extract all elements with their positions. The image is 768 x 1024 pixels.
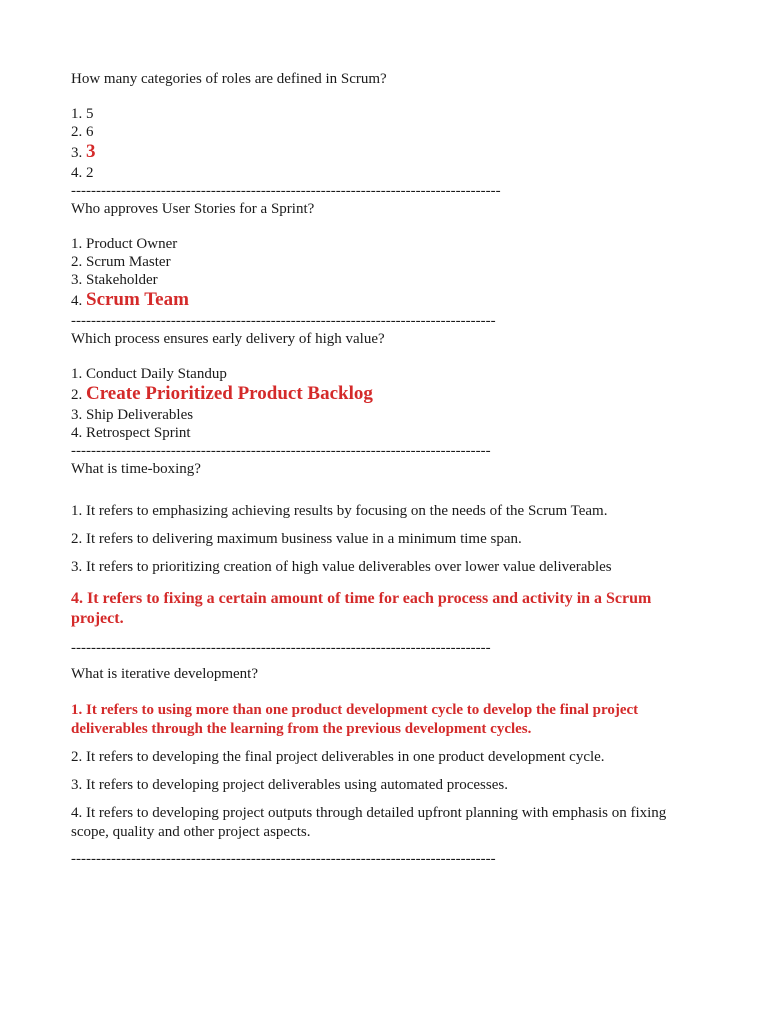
q5-correct-answer: 1. It refers to using more than one product development cycle to develop the final project deliverables through the learning from the previous development cycles. (71, 702, 639, 737)
q4-correct-answer: 4. It refers to fixing a certain amount of time for each process and activity in a Scrum project. (71, 590, 652, 627)
q5-option-3: 3. It refers to developing project deliverables using automated processes. (71, 777, 508, 793)
q1-option-1: 1. 5 (71, 106, 94, 122)
q2-correct-answer: Scrum Team (86, 289, 189, 310)
q1-option-2: 2. 6 (71, 124, 94, 140)
q3-option-3: 3. Ship Deliverables (71, 407, 194, 423)
separator-5: ------------------------------------------------------------------------------------- (71, 851, 496, 867)
q4-option-2: 2. It refers to delivering maximum business value in a minimum time span. (71, 531, 522, 547)
q3-option-1: 1. Conduct Daily Standup (71, 366, 227, 382)
question-5: What is iterative development? (71, 666, 259, 682)
q3-option-2-number: 2. (71, 387, 86, 403)
q2-option-4 (71, 289, 691, 312)
q5-option-2: 2. It refers to developing the final project deliverables in one product development cycle. (71, 749, 605, 765)
q3-option-2 (71, 383, 691, 406)
question-3: Which process ensures early delivery of high value? (71, 331, 385, 347)
separator-3: ------------------------------------------------------------------------------------ (71, 443, 491, 459)
q3-option-4: 4. Retrospect Sprint (71, 425, 191, 441)
separator-4: ------------------------------------------------------------------------------------ (71, 640, 491, 656)
question-1: How many categories of roles are defined in Scrum? (71, 71, 387, 87)
q1-option-4: 4. 2 (71, 165, 94, 181)
q2-option-2: 2. Scrum Master (71, 254, 171, 270)
document-page (71, 70, 691, 868)
q4-option-1: 1. It refers to emphasizing achieving results by focusing on the needs of the Scrum Team. (71, 503, 608, 519)
question-4: What is time-boxing? (71, 461, 201, 477)
q2-option-4-number: 4. (71, 293, 86, 309)
q3-correct-answer: Create Prioritized Product Backlog (86, 383, 373, 404)
separator-1: -------------------------------------------------------------------------------------- (71, 183, 501, 199)
q4-option-3: 3. It refers to prioritizing creation of high value deliverables over lower value deliverables (71, 559, 612, 575)
q2-option-1: 1. Product Owner (71, 236, 178, 252)
q1-option-3 (71, 141, 691, 164)
q1-option-3-number: 3. (71, 145, 86, 161)
q5-option-4: 4. It refers to developing project outputs through detailed upfront planning with emphasis on fixing scope, quality and other project aspects. (71, 805, 667, 840)
question-2: Who approves User Stories for a Sprint? (71, 201, 315, 217)
separator-2: ------------------------------------------------------------------------------------- (71, 313, 496, 329)
q1-correct-answer: 3 (86, 141, 96, 162)
q2-option-3: 3. Stakeholder (71, 272, 158, 288)
